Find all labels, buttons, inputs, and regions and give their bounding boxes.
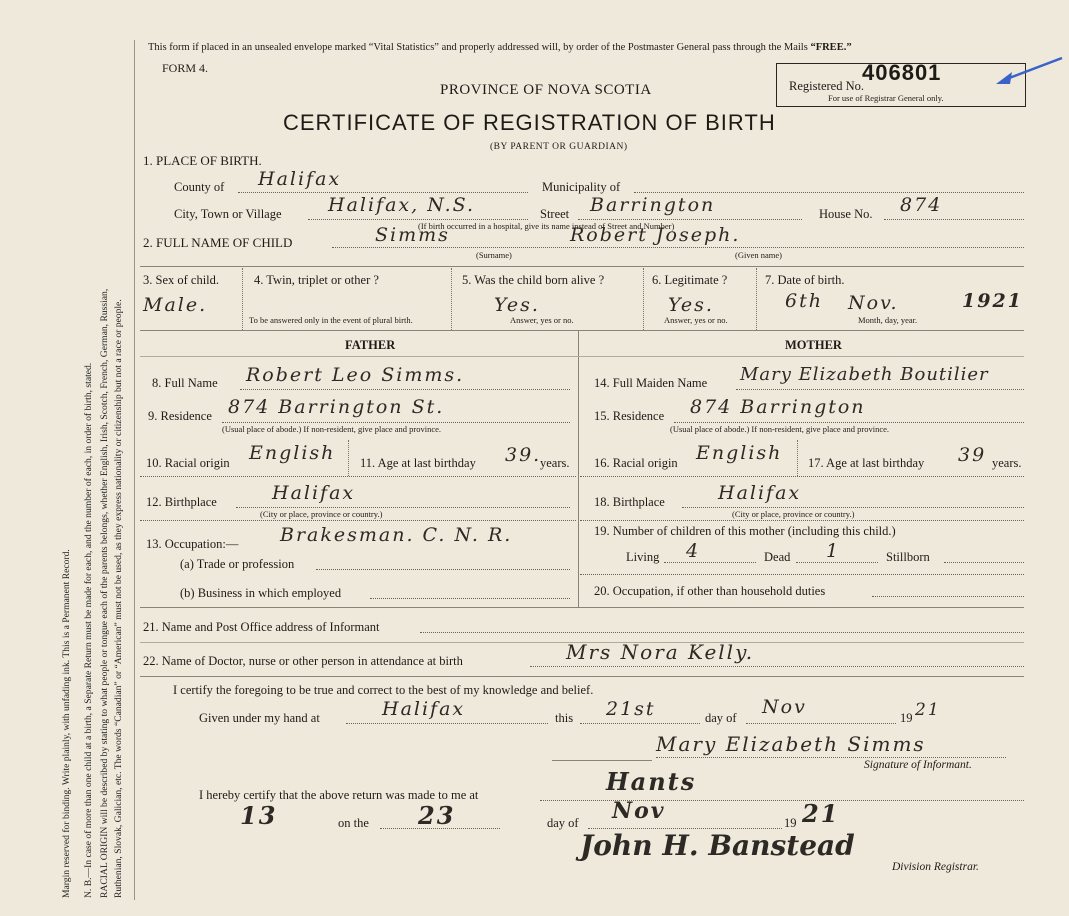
col-divider-1	[242, 268, 243, 330]
mother-racial-divider	[797, 440, 798, 476]
surname-caption: (Surname)	[476, 250, 512, 260]
mother-name-line	[736, 389, 1024, 390]
signature-line	[656, 757, 1006, 758]
father-birthplace-line	[236, 507, 570, 508]
arrow-icon	[990, 52, 1065, 92]
dead-value: 1	[826, 540, 841, 562]
registered-label: Registered No.	[789, 79, 864, 93]
margin-line	[134, 40, 135, 900]
signature-caption: Signature of Informant.	[864, 759, 972, 771]
father-residence-label: 9. Residence	[148, 409, 212, 423]
registrar-month: Nov	[612, 798, 666, 824]
municipality-label: Municipality of	[542, 180, 621, 194]
dob-year: 1921	[962, 290, 1023, 312]
hospital-note: (If birth occurred in a hospital, give its name instead of Street and Number)	[418, 221, 675, 231]
father-name-label: 8. Full Name	[152, 376, 218, 390]
living-line	[664, 562, 756, 563]
certify-year: 21	[915, 700, 941, 720]
street-line	[578, 219, 802, 220]
city-line	[308, 219, 528, 220]
informant-line	[420, 632, 1024, 633]
mother-age-line	[580, 476, 1024, 477]
doctor-value: Mrs Nora Kelly.	[566, 640, 755, 664]
dob-month: Nov.	[848, 292, 899, 314]
registrar-place: Hants	[606, 767, 697, 796]
certify-month: Nov	[762, 696, 807, 718]
rule-6	[140, 676, 1024, 677]
house-value: 874	[900, 194, 943, 216]
registrar-year: 21	[802, 799, 840, 828]
house-line	[884, 219, 1024, 220]
county-line	[238, 192, 528, 193]
registrar-day: 23	[418, 801, 456, 830]
father-name-line	[240, 389, 570, 390]
mother-age-value: 39	[958, 444, 987, 466]
dob-day: 6th	[785, 290, 823, 312]
registrar-only-note: For use of Registrar General only.	[828, 93, 944, 103]
stillborn-label: Stillborn	[886, 550, 930, 564]
margin-note-binding: Margin reserved for binding. Write plainly, with unfading ink. This is a Permanent Record.	[61, 549, 72, 898]
informant-label: 21. Name and Post Office address of Informant	[143, 620, 380, 634]
col-divider-2	[451, 268, 452, 330]
alive-label: 5. Was the child born alive ?	[462, 273, 605, 287]
rule-4	[140, 607, 1024, 608]
certify-month-line	[746, 723, 896, 724]
father-age-line	[140, 476, 576, 477]
certify-year-prefix: 19	[900, 711, 913, 725]
certify-place-line	[346, 723, 548, 724]
twin-note: To be answered only in the event of plural birth.	[249, 315, 413, 325]
mother-children-label: 19. Number of children of this mother (including this child.)	[594, 524, 896, 538]
province-heading: PROVINCE OF NOVA SCOTIA	[440, 82, 652, 98]
dead-line	[796, 562, 878, 563]
legitimate-note: Answer, yes or no.	[664, 315, 728, 325]
dob-note: Month, day, year.	[858, 315, 918, 325]
page-title: CERTIFICATE OF REGISTRATION OF BIRTH	[283, 110, 776, 135]
informant-signature: Mary Elizabeth Simms	[656, 732, 926, 756]
legitimate-label: 6. Legitimate ?	[652, 273, 728, 287]
form-number: FORM 4.	[162, 61, 209, 75]
registrar-caption: Division Registrar.	[892, 861, 979, 873]
col-divider-3	[643, 268, 644, 330]
rule-2	[140, 330, 1024, 331]
registration-number: 13	[240, 801, 278, 830]
certify-day: 21st	[606, 698, 656, 720]
mother-racial-label: 16. Racial origin	[594, 456, 678, 470]
certify-text: I certify the foregoing to be true and correct to the best of my knowledge and belief.	[173, 683, 594, 697]
father-occupation-label: 13. Occupation:—	[146, 537, 239, 551]
registered-number: 406801	[862, 60, 942, 85]
doctor-label: 22. Name of Doctor, nurse or other person in attendance at birth	[143, 654, 463, 668]
father-name-value: Robert Leo Simms.	[246, 364, 465, 386]
certify-dayof-label: day of	[705, 711, 737, 725]
father-business-label: (b) Business in which employed	[180, 586, 342, 600]
certify-given-label: Given under my hand at	[199, 711, 320, 725]
mother-age-unit: years.	[992, 456, 1022, 470]
mother-racial-value: English	[696, 442, 783, 464]
mother-residence-value: 874 Barrington	[690, 396, 866, 418]
mother-residence-note: (Usual place of abode.) If non-resident, give place and province.	[670, 424, 890, 434]
mother-occupation-rule	[580, 574, 1024, 575]
father-birthplace-value: Halifax	[272, 482, 356, 504]
father-occupation-value: Brakesman. C. N. R.	[280, 524, 513, 546]
father-residence-line	[222, 422, 570, 423]
margin-note-racial-cont: Ruthenian, Slovak, Galician, etc. The words “Canadian” or “American” must not be used, as they express nationality or citizenship but not a race or people.	[113, 299, 124, 898]
mother-name-value: Mary Elizabeth Boutilier	[740, 364, 989, 385]
mother-birthplace-line	[682, 507, 1024, 508]
street-value: Barrington	[590, 194, 716, 216]
father-birthplace-label: 12. Birthplace	[146, 495, 217, 509]
mother-children-rule	[580, 520, 1024, 521]
father-birthplace-note: (City or place, province or country.)	[260, 509, 383, 519]
father-racial-divider	[348, 440, 349, 476]
dob-label: 7. Date of birth.	[765, 273, 845, 287]
street-label: Street	[540, 207, 570, 221]
legitimate-value: Yes.	[668, 294, 714, 316]
short-rule	[552, 760, 652, 761]
col-divider-4	[756, 268, 757, 330]
place-of-birth-label: 1. PLACE OF BIRTH.	[143, 153, 262, 168]
registrar-on-label: on the	[338, 816, 369, 830]
father-racial-label: 10. Racial origin	[146, 456, 230, 470]
father-residence-note: (Usual place of abode.) If non-resident, give place and province.	[222, 424, 442, 434]
mother-occupation-line	[872, 596, 1024, 597]
child-name-line	[332, 247, 1024, 248]
mother-birthplace-note: (City or place, province or country.)	[732, 509, 855, 519]
rule-1	[140, 266, 1024, 267]
municipality-line	[634, 192, 1024, 193]
mother-occupation-label: 20. Occupation, if other than household duties	[594, 584, 826, 598]
father-occupation-rule	[140, 520, 576, 521]
registrar-text: I hereby certify that the above return was made to me at	[199, 788, 479, 802]
father-age-label: 11. Age at last birthday	[360, 456, 476, 470]
mother-name-label: 14. Full Maiden Name	[594, 376, 708, 390]
mother-age-label: 17. Age at last birthday	[808, 456, 925, 470]
sex-value: Male.	[143, 294, 208, 316]
doctor-line	[530, 666, 1024, 667]
house-label: House No.	[819, 207, 873, 221]
sex-label: 3. Sex of child.	[143, 273, 220, 287]
certify-day-line	[580, 723, 700, 724]
county-label: County of	[174, 180, 225, 194]
margin-note-racial: RACIAL ORIGIN will be described by stating to what people or tongue each of the parents belongs, whether English, Irish, Scotch, French, German, Russian,	[99, 288, 110, 898]
county-value: Halifax	[258, 168, 342, 190]
living-value: 4	[686, 540, 701, 562]
child-surname: Simms	[375, 224, 450, 246]
mother-residence-label: 15. Residence	[594, 409, 665, 423]
registrar-signature: John H. Banstead	[580, 829, 855, 862]
father-residence-value: 874 Barrington St.	[228, 396, 445, 418]
margin-note-nb: N. B.—In case of more than one child at a birth, a Separate Return must be made for each, and the number of each, in order of birth, stated.	[83, 362, 94, 898]
page-subtitle: (BY PARENT OR GUARDIAN)	[490, 142, 628, 152]
rule-3	[140, 356, 1024, 357]
child-given-name: Robert Joseph.	[570, 224, 741, 246]
stillborn-line	[944, 562, 1024, 563]
father-age-unit: years.	[540, 456, 570, 470]
given-caption: (Given name)	[735, 250, 782, 260]
registrar-year-prefix: 19	[784, 816, 797, 830]
mother-residence-line	[674, 422, 1024, 423]
father-age-value: 39.	[505, 444, 542, 466]
alive-value: Yes.	[494, 294, 540, 316]
certify-this-label: this	[555, 711, 574, 725]
mother-birthplace-value: Halifax	[718, 482, 802, 504]
father-trade-label: (a) Trade or profession	[180, 557, 295, 571]
father-heading: FATHER	[345, 338, 396, 352]
alive-note: Answer, yes or no.	[510, 315, 574, 325]
father-mother-divider	[578, 331, 579, 607]
registrar-dayof-label: day of	[547, 816, 579, 830]
child-name-label: 2. FULL NAME OF CHILD	[143, 235, 293, 250]
certify-place: Halifax	[382, 698, 466, 720]
father-trade-line	[316, 569, 570, 570]
twin-label: 4. Twin, triplet or other ?	[254, 273, 379, 287]
father-business-line	[370, 598, 570, 599]
mother-birthplace-label: 18. Birthplace	[594, 495, 665, 509]
father-racial-value: English	[249, 442, 336, 464]
postal-notice: This form if placed in an unsealed envelope marked “Vital Statistics” and properly addressed will, by order of the Postmaster General pass through the Mails “FREE.”	[148, 42, 852, 53]
mother-heading: MOTHER	[785, 338, 842, 352]
living-label: Living	[626, 550, 660, 564]
city-label: City, Town or Village	[174, 207, 282, 221]
dead-label: Dead	[764, 550, 791, 564]
city-value: Halifax, N.S.	[328, 194, 476, 216]
